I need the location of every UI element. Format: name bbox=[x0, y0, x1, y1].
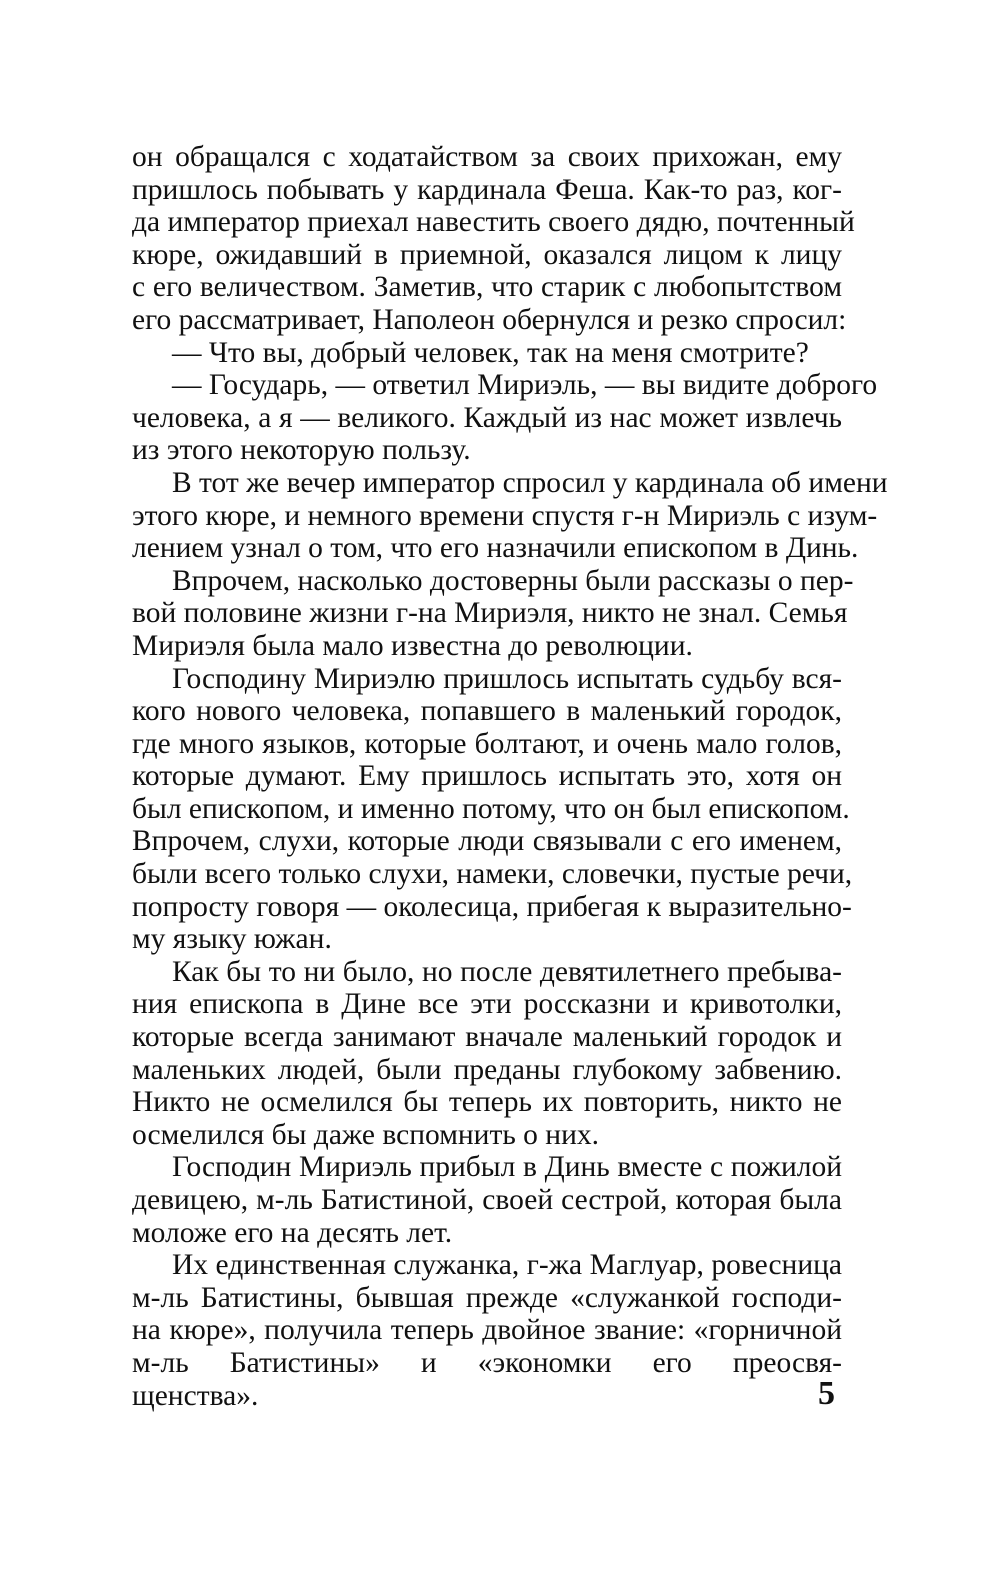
text-line: моложе его на десять лет. bbox=[132, 1216, 453, 1249]
text-line: его рассматривает, Наполеон обернулся и резко спросил: bbox=[132, 303, 847, 336]
text-line: маленьких людей, были преданы глубокому забвению. bbox=[132, 1053, 842, 1086]
text-line: В тот же вечер император спросил у кардинала об имени bbox=[172, 466, 888, 499]
text-line: м-ль Батистины» и «экономки его преосвя- bbox=[132, 1346, 842, 1379]
text-line: лением узнал о том, что его назначили епископом в Динь. bbox=[132, 532, 859, 565]
text-line: на кюре», получила теперь двойное звание: «горничной bbox=[132, 1314, 842, 1347]
text-line: кюре, ожидавший в приемной, оказался лицом к лицу bbox=[132, 238, 842, 271]
text-line: из этого некоторую пользу. bbox=[132, 434, 471, 467]
text-line: Как бы то ни было, но после девятилетнего пребыва- bbox=[172, 955, 842, 988]
text-line: — Государь, — ответил Мириэль, — вы видите доброго bbox=[172, 369, 878, 402]
text-line: которые всегда занимают вначале маленький городок и bbox=[132, 1021, 842, 1054]
paragraph bbox=[132, 564, 854, 663]
text-line: человека, а я — великого. Каждый из нас может извлечь bbox=[132, 401, 842, 434]
text-line: кого нового человека, попавшего в маленький городок, bbox=[132, 695, 842, 728]
text-line: — Что вы, добрый человек, так на меня смотрите? bbox=[172, 336, 809, 369]
paragraph bbox=[132, 956, 842, 1152]
page-number: 5 bbox=[818, 1375, 835, 1412]
paragraph bbox=[132, 1151, 842, 1249]
text-line: были всего только слухи, намеки, словечки, пустые речи, bbox=[132, 858, 853, 891]
text-line: Господину Мириэлю пришлось испытать судьбу вся- bbox=[172, 662, 842, 695]
text-line: м-ль Батистины, бывшая прежде «служанкой господи- bbox=[132, 1281, 842, 1314]
text-line: Впрочем, насколько достоверны были рассказы о пер- bbox=[172, 564, 854, 597]
text-line: где много языков, которые болтают, и очень мало голов, bbox=[132, 727, 842, 760]
text-line: Никто не осмелился бы теперь их повторить, никто не bbox=[132, 1086, 842, 1119]
paragraph bbox=[132, 466, 888, 565]
paragraph bbox=[132, 337, 842, 370]
text-line: вой половине жизни г-на Мириэля, никто не знал. Семья bbox=[132, 597, 848, 630]
text-line: девицею, м-ль Батистиной, своей сестрой, которая была bbox=[132, 1184, 842, 1216]
text-line: Мириэля была мало известна до революции. bbox=[132, 629, 693, 662]
text-line: да император приехал навестить своего дядю, почтенный bbox=[132, 206, 855, 239]
text-line: му языку южан. bbox=[132, 923, 332, 956]
text-line: Господин Мириэль прибыл в Динь вместе с пожилой bbox=[172, 1151, 842, 1184]
text-line: попросту говоря — околесица, прибегая к выразительно- bbox=[132, 890, 852, 923]
paragraph bbox=[132, 141, 855, 337]
text-line: которые думают. Ему пришлось испытать это, хотя он bbox=[132, 760, 842, 793]
text-line: ния епископа в Дине все эти россказни и кривотолки, bbox=[132, 988, 842, 1021]
text-line: пришлось побывать у кардинала Феша. Как-то раз, ког- bbox=[132, 173, 842, 206]
paragraph bbox=[132, 1249, 842, 1412]
text-line: этого кюре, и немного времени спустя г-н Мириэль с изум- bbox=[132, 499, 878, 532]
paragraph bbox=[132, 369, 878, 467]
text-line: Их единственная служанка, г-жа Маглуар, ровесница bbox=[172, 1249, 842, 1282]
text-line: с его величеством. Заметив, что старик с любопытством bbox=[132, 271, 842, 304]
body-text bbox=[132, 141, 888, 1412]
text-line: был епископом, и именно потому, что он был епископом. bbox=[132, 792, 850, 825]
text-line: Впрочем, слухи, которые люди связывали с его именем, bbox=[132, 825, 842, 858]
text-line: щенства». bbox=[132, 1379, 259, 1412]
text-line: осмелился бы даже вспомнить о них. bbox=[132, 1118, 599, 1151]
paragraph bbox=[132, 662, 853, 956]
text-line: он обращался с ходатайством за своих прихожан, ему bbox=[132, 141, 842, 173]
